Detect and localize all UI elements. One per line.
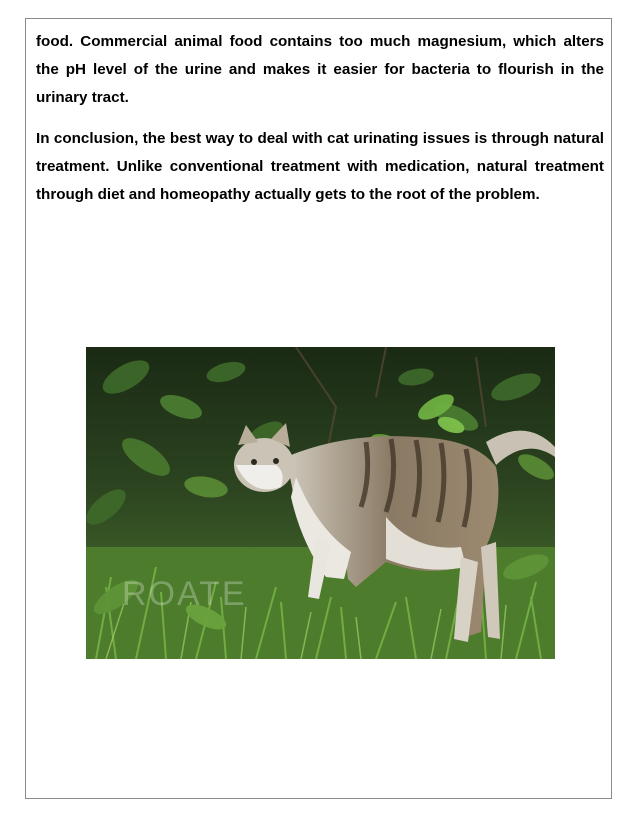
paragraph-conclusion: In conclusion, the best way to deal with cat urinating issues is through natural treatment. Unlike conventional treatment with medication, natural treatment through diet and homeopathy actually gets to the root of the problem. [36, 130, 604, 203]
cat-photo-illustration [86, 347, 555, 659]
cat-photo [86, 347, 555, 659]
body-text [36, 28, 604, 222]
paragraph-commercial-food: food. Commercial animal food contains too much magnesium, which alters the pH level of the urine and makes it easier for bacteria to flourish in the urinary tract. [36, 33, 604, 106]
photo-watermark: ROATE [122, 575, 247, 613]
